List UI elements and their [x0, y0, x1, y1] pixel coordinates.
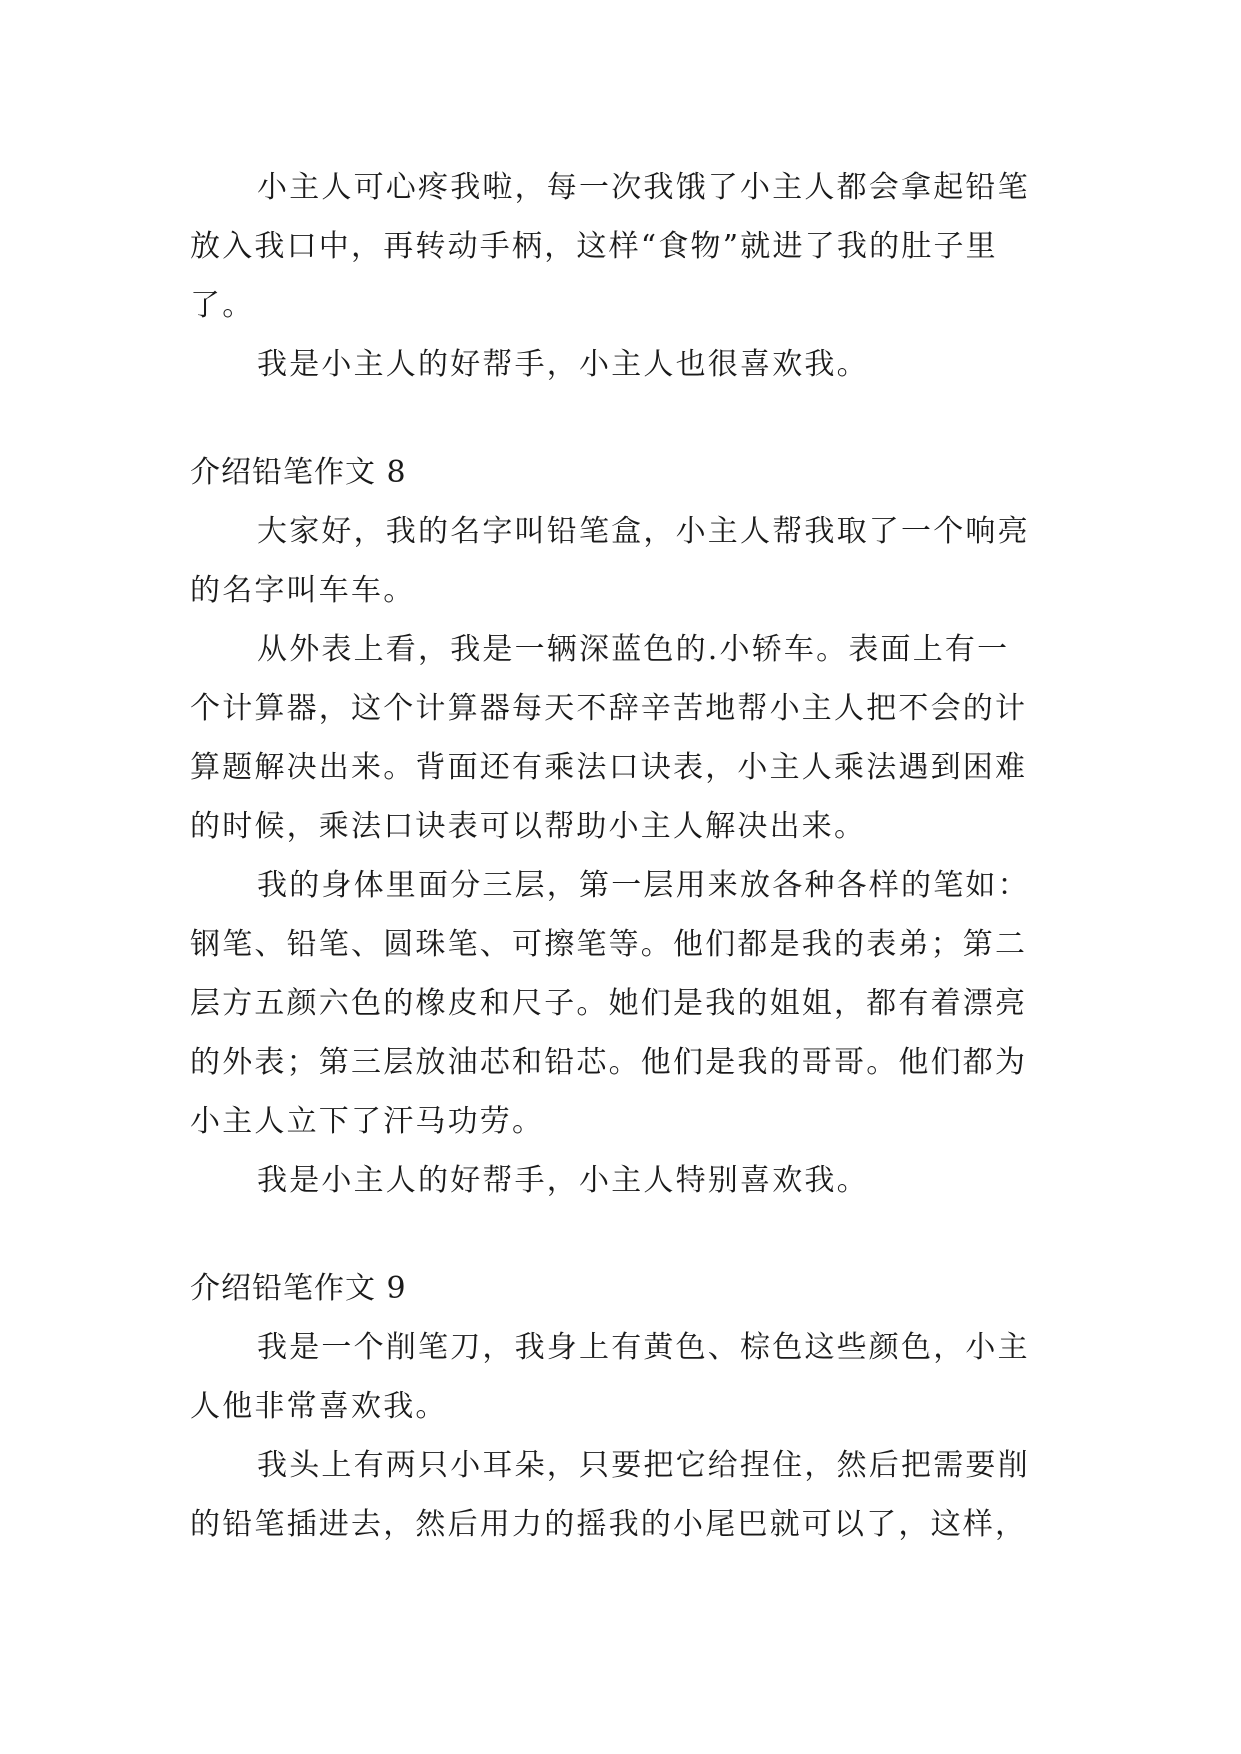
- paragraph-4-line-4: 的时候，乘法口诀表可以帮助小主人解决出来。: [190, 809, 867, 844]
- paragraph-1-line-3: 了。: [190, 288, 255, 323]
- paragraph-5-line-1: 我的身体里面分三层，第一层用来放各种各样的笔如：: [257, 868, 1030, 903]
- paragraph-1-line-2: 放入我口中，再转动手柄，这样“食物”就进了我的肚子里: [190, 229, 998, 264]
- paragraph-8-line-1: 我头上有两只小耳朵，只要把它给捏住，然后把需要削: [257, 1448, 1030, 1483]
- section-heading-8: 介绍铅笔作文 8: [190, 455, 407, 490]
- paragraph-7-line-2: 人他非常喜欢我。: [190, 1389, 448, 1424]
- section-heading-9: 介绍铅笔作文 9: [190, 1271, 407, 1306]
- paragraph-5-line-2: 钢笔、铅笔、圆珠笔、可擦笔等。他们都是我的表弟；第二: [190, 927, 1028, 962]
- paragraph-5-line-3: 层方五颜六色的橡皮和尺子。她们是我的姐姐，都有着漂亮: [190, 986, 1028, 1021]
- paragraph-3-line-2: 的名字叫车车。: [190, 573, 416, 608]
- paragraph-2-line-1: 我是小主人的好帮手，小主人也很喜欢我。: [257, 347, 869, 382]
- paragraph-4-line-1: 从外表上看，我是一辆深蓝色的.小轿车。表面上有一: [257, 632, 1010, 667]
- paragraph-5-line-5: 小主人立下了汗马功劳。: [190, 1104, 545, 1139]
- paragraph-5-line-4: 的外表；第三层放油芯和铅芯。他们是我的哥哥。他们都为: [190, 1045, 1028, 1080]
- paragraph-4-line-2: 个计算器，这个计算器每天不辞辛苦地帮小主人把不会的计: [190, 691, 1028, 726]
- paragraph-7-line-1: 我是一个削笔刀，我身上有黄色、棕色这些颜色，小主: [257, 1330, 1030, 1365]
- paragraph-1-line-1: 小主人可心疼我啦，每一次我饿了小主人都会拿起铅笔: [257, 170, 1030, 205]
- paragraph-3-line-1: 大家好，我的名字叫铅笔盒，小主人帮我取了一个响亮: [257, 514, 1030, 549]
- paragraph-8-line-2: 的铅笔插进去，然后用力的摇我的小尾巴就可以了，这样，: [190, 1507, 1028, 1542]
- paragraph-6-line-1: 我是小主人的好帮手，小主人特别喜欢我。: [257, 1163, 869, 1198]
- paragraph-4-line-3: 算题解决出来。背面还有乘法口诀表，小主人乘法遇到困难: [190, 750, 1028, 785]
